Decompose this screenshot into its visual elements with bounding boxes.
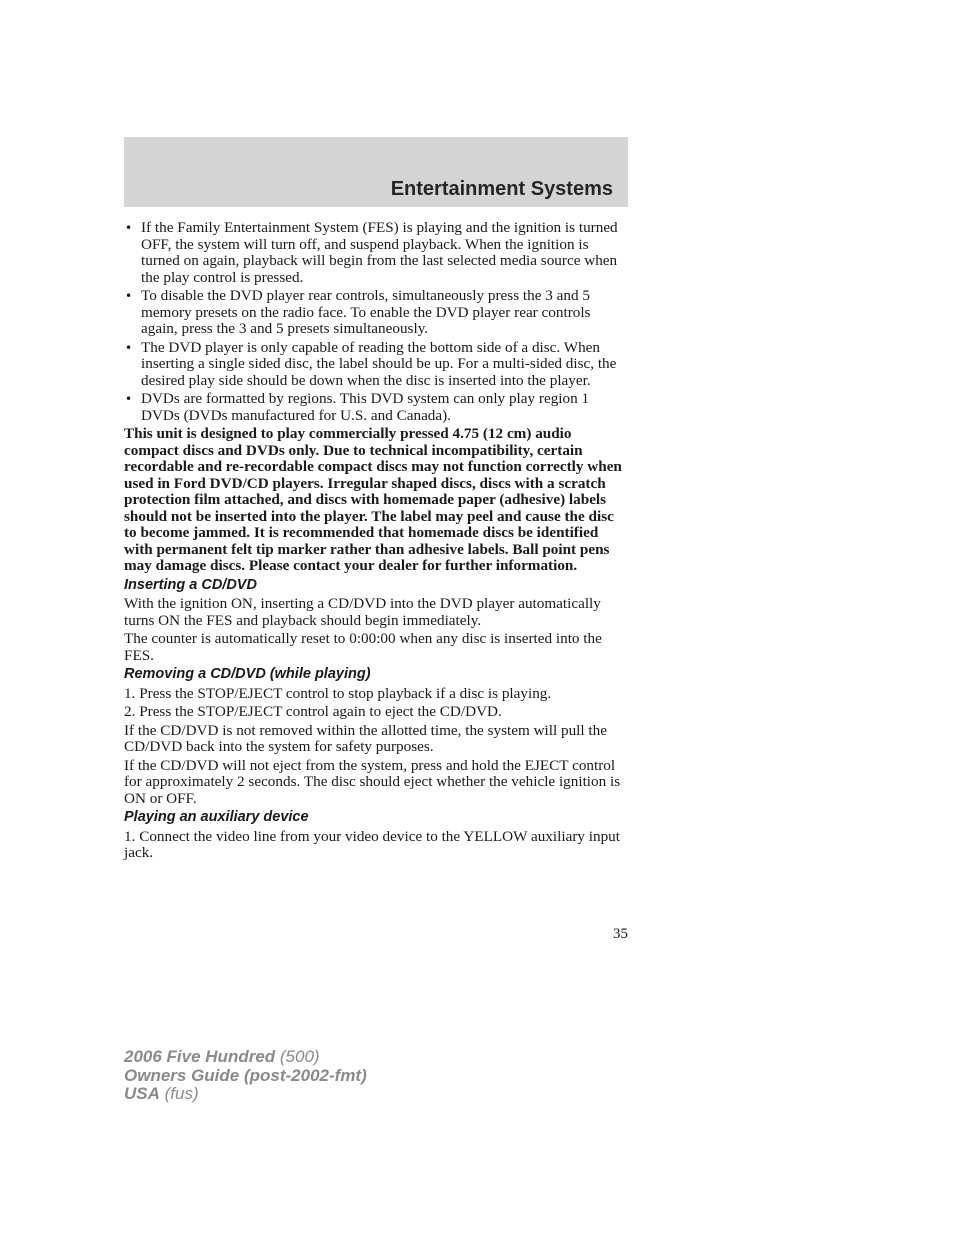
auxiliary-step-1: 1. Connect the video line from your video device to the YELLOW auxiliary input jack. xyxy=(124,827,620,861)
section-title: Entertainment Systems xyxy=(390,178,613,200)
inserting-heading: Inserting a CD/DVD xyxy=(124,576,257,593)
footer-model: 2006 Five Hundred xyxy=(124,1047,276,1066)
bullet-list xyxy=(124,220,628,424)
removing-paragraph-1: If the CD/DVD is not removed within the allotted time, the system will pull the CD/DVD back into the system for safety purposes. xyxy=(124,721,607,755)
footer-line-3 xyxy=(124,1085,367,1104)
disc-warning-paragraph: This unit is designed to play commercially pressed 4.75 (12 cm) audio compact discs and DVDs only. Due to technical incompatibility, certain recordable and re-recordable compact discs may not function correctly when used in Ford DVD/CD players. Irregular shaped discs, discs with a scratch protection film attached, and discs with homemade paper (adhesive) labels should not be inserted into the player. The label may peel and cause the disc to become jammed. It is recommended that homemade discs be identified with permanent felt tip marker rather than adhesive labels. Ball point pens may damage discs. Please contact your dealer for further information. xyxy=(124,425,622,574)
list-item: • If the Family Entertainment System (FES) is playing and the ignition is turned OFF, the system will turn off, and suspend playback. When the ignition is turned on again, playback will begin from the last selected media source when the play control is pressed. xyxy=(124,220,628,286)
page-content xyxy=(124,220,628,864)
footer-line-2 xyxy=(124,1067,367,1086)
footer-model-code: (500) xyxy=(275,1047,320,1066)
document-footer xyxy=(124,1048,367,1104)
footer-market: USA xyxy=(124,1084,160,1103)
footer-line-1 xyxy=(124,1048,367,1067)
removing-heading: Removing a CD/DVD (while playing) xyxy=(124,666,371,682)
list-item: • The DVD player is only capable of reading the bottom side of a disc. When inserting a single sided disc, the label should be up. For a multi-sided disc, the desired play side should be down when the disc is inserted into the player. xyxy=(124,340,628,390)
footer-guide: Owners Guide (post-2002-fmt) xyxy=(124,1065,367,1085)
list-item: • DVDs are formatted by regions. This DVD system can only play region 1 DVDs (DVDs manufactured for U.S. and Canada). xyxy=(124,391,628,424)
section-header-bar xyxy=(124,137,628,207)
list-item: • To disable the DVD player rear controls, simultaneously press the 3 and 5 memory presets on the radio face. To enable the DVD player rear controls again, press the 3 and 5 presets simultaneously. xyxy=(124,288,628,338)
inserting-paragraph-2: The counter is automatically reset to 0:00:00 when any disc is inserted into the FES. xyxy=(124,630,602,664)
page-number: 35 xyxy=(613,926,628,942)
inserting-paragraph-1: With the ignition ON, inserting a CD/DVD into the DVD player automatically turns ON the FES and playback should begin immediately. xyxy=(124,595,601,629)
footer-market-code: (fus) xyxy=(159,1084,199,1103)
removing-paragraph-2: If the CD/DVD will not eject from the system, press and hold the EJECT control for approximately 2 seconds. The disc should eject whether the vehicle ignition is ON or OFF. xyxy=(124,756,621,807)
removing-step-1: 1. Press the STOP/EJECT control to stop playback if a disc is playing. xyxy=(124,684,552,702)
removing-step-2: 2. Press the STOP/EJECT control again to eject the CD/DVD. xyxy=(124,703,502,720)
auxiliary-heading: Playing an auxiliary device xyxy=(124,809,309,825)
